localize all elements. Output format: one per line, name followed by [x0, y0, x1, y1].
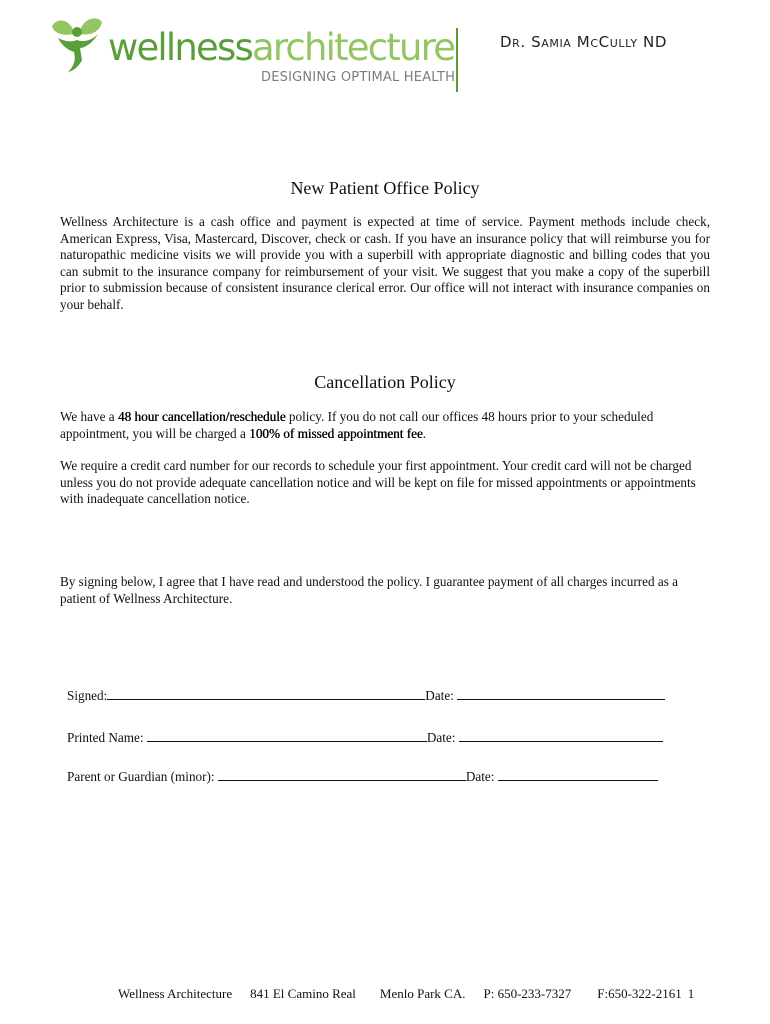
- doctor-name: Dr. Samia McCully ND: [500, 33, 668, 51]
- footer-address: [118, 986, 712, 1002]
- footer-practice-name: Wellness Architecture: [118, 986, 233, 1001]
- signed-date-field[interactable]: [457, 687, 665, 700]
- signed-label: Signed:: [67, 688, 108, 703]
- cancellation-policy-paragraph-2: We require a credit card number for our records to schedule your first appointment. Your credit card will not be charged unless you do not provide adequate cancellation notice and will be kept on file for missed appointments or appointments with inadequate cancellation notice.: [60, 458, 696, 507]
- wellness-architecture-logo: [50, 18, 456, 88]
- cancellation-policy-title: Cancellation Policy: [314, 372, 456, 392]
- logo-wordmark: [108, 28, 454, 68]
- cancellation-text-3: .: [422, 425, 426, 441]
- logo-word-architecture: architecture: [251, 26, 455, 69]
- guardian-date-field[interactable]: [498, 768, 658, 781]
- footer-phone: P: 650-233-7327: [483, 986, 572, 1001]
- logo-tagline: DESIGNING OPTIMAL HEALTH: [261, 70, 456, 85]
- cancellation-window-emphasis: 48 hour cancellation/reschedule: [117, 409, 286, 424]
- footer-fax: F:650-322-2161: [597, 986, 682, 1001]
- cancellation-text-2: policy. If you do not call our offices 48 hours prior to your scheduled appointment, you will be charged a: [60, 409, 654, 441]
- cancellation-policy-paragraph-1: [60, 409, 710, 442]
- leaf-figure-icon: [50, 18, 104, 74]
- guardian-date-label: Date:: [465, 769, 498, 784]
- missed-fee-emphasis: 100% of missed appointment fee: [249, 425, 423, 441]
- guardian-label: Parent or Guardian (minor):: [67, 769, 218, 784]
- printed-name-field[interactable]: [147, 729, 427, 742]
- printed-name-date-label: Date:: [426, 730, 459, 745]
- logo-word-wellness: wellness: [108, 26, 252, 69]
- printed-name-row: [67, 729, 663, 746]
- printed-name-date-field[interactable]: [459, 729, 663, 742]
- printed-name-label: Printed Name:: [67, 730, 147, 745]
- office-policy-title: New Patient Office Policy: [290, 178, 480, 198]
- footer-street: 841 El Camino Real: [250, 986, 356, 1001]
- office-policy-body: Wellness Architecture is a cash office and payment is expected at time of service. Payment methods include check, American Express, Visa, Mastercard, Discover, check or cash. If you have an insurance policy that will reimburse you for naturopathic medicine visits we will provide you with a superbill with appropriate diagnostic and billing codes that you can submit to the insurance company for reimbursement of your visit. We suggest that you make a copy of the superbill prior to submission because of consistent insurance clerical error. Our office will not interact with insurance companies on your behalf.: [60, 214, 710, 312]
- signature-field[interactable]: [107, 687, 425, 700]
- header-divider: [456, 28, 458, 92]
- agreement-statement: By signing below, I agree that I have read and understood the policy. I guarantee payment of all charges incurred as a patient of Wellness Architecture.: [60, 574, 678, 606]
- guardian-row: [67, 768, 658, 785]
- footer-city: Menlo Park CA.: [379, 986, 466, 1001]
- signed-date-label: Date:: [425, 688, 458, 703]
- cancellation-text-1: We have a: [60, 409, 118, 424]
- page-number: 1: [687, 986, 695, 1001]
- guardian-signature-field[interactable]: [218, 768, 466, 781]
- signed-row: [67, 687, 665, 704]
